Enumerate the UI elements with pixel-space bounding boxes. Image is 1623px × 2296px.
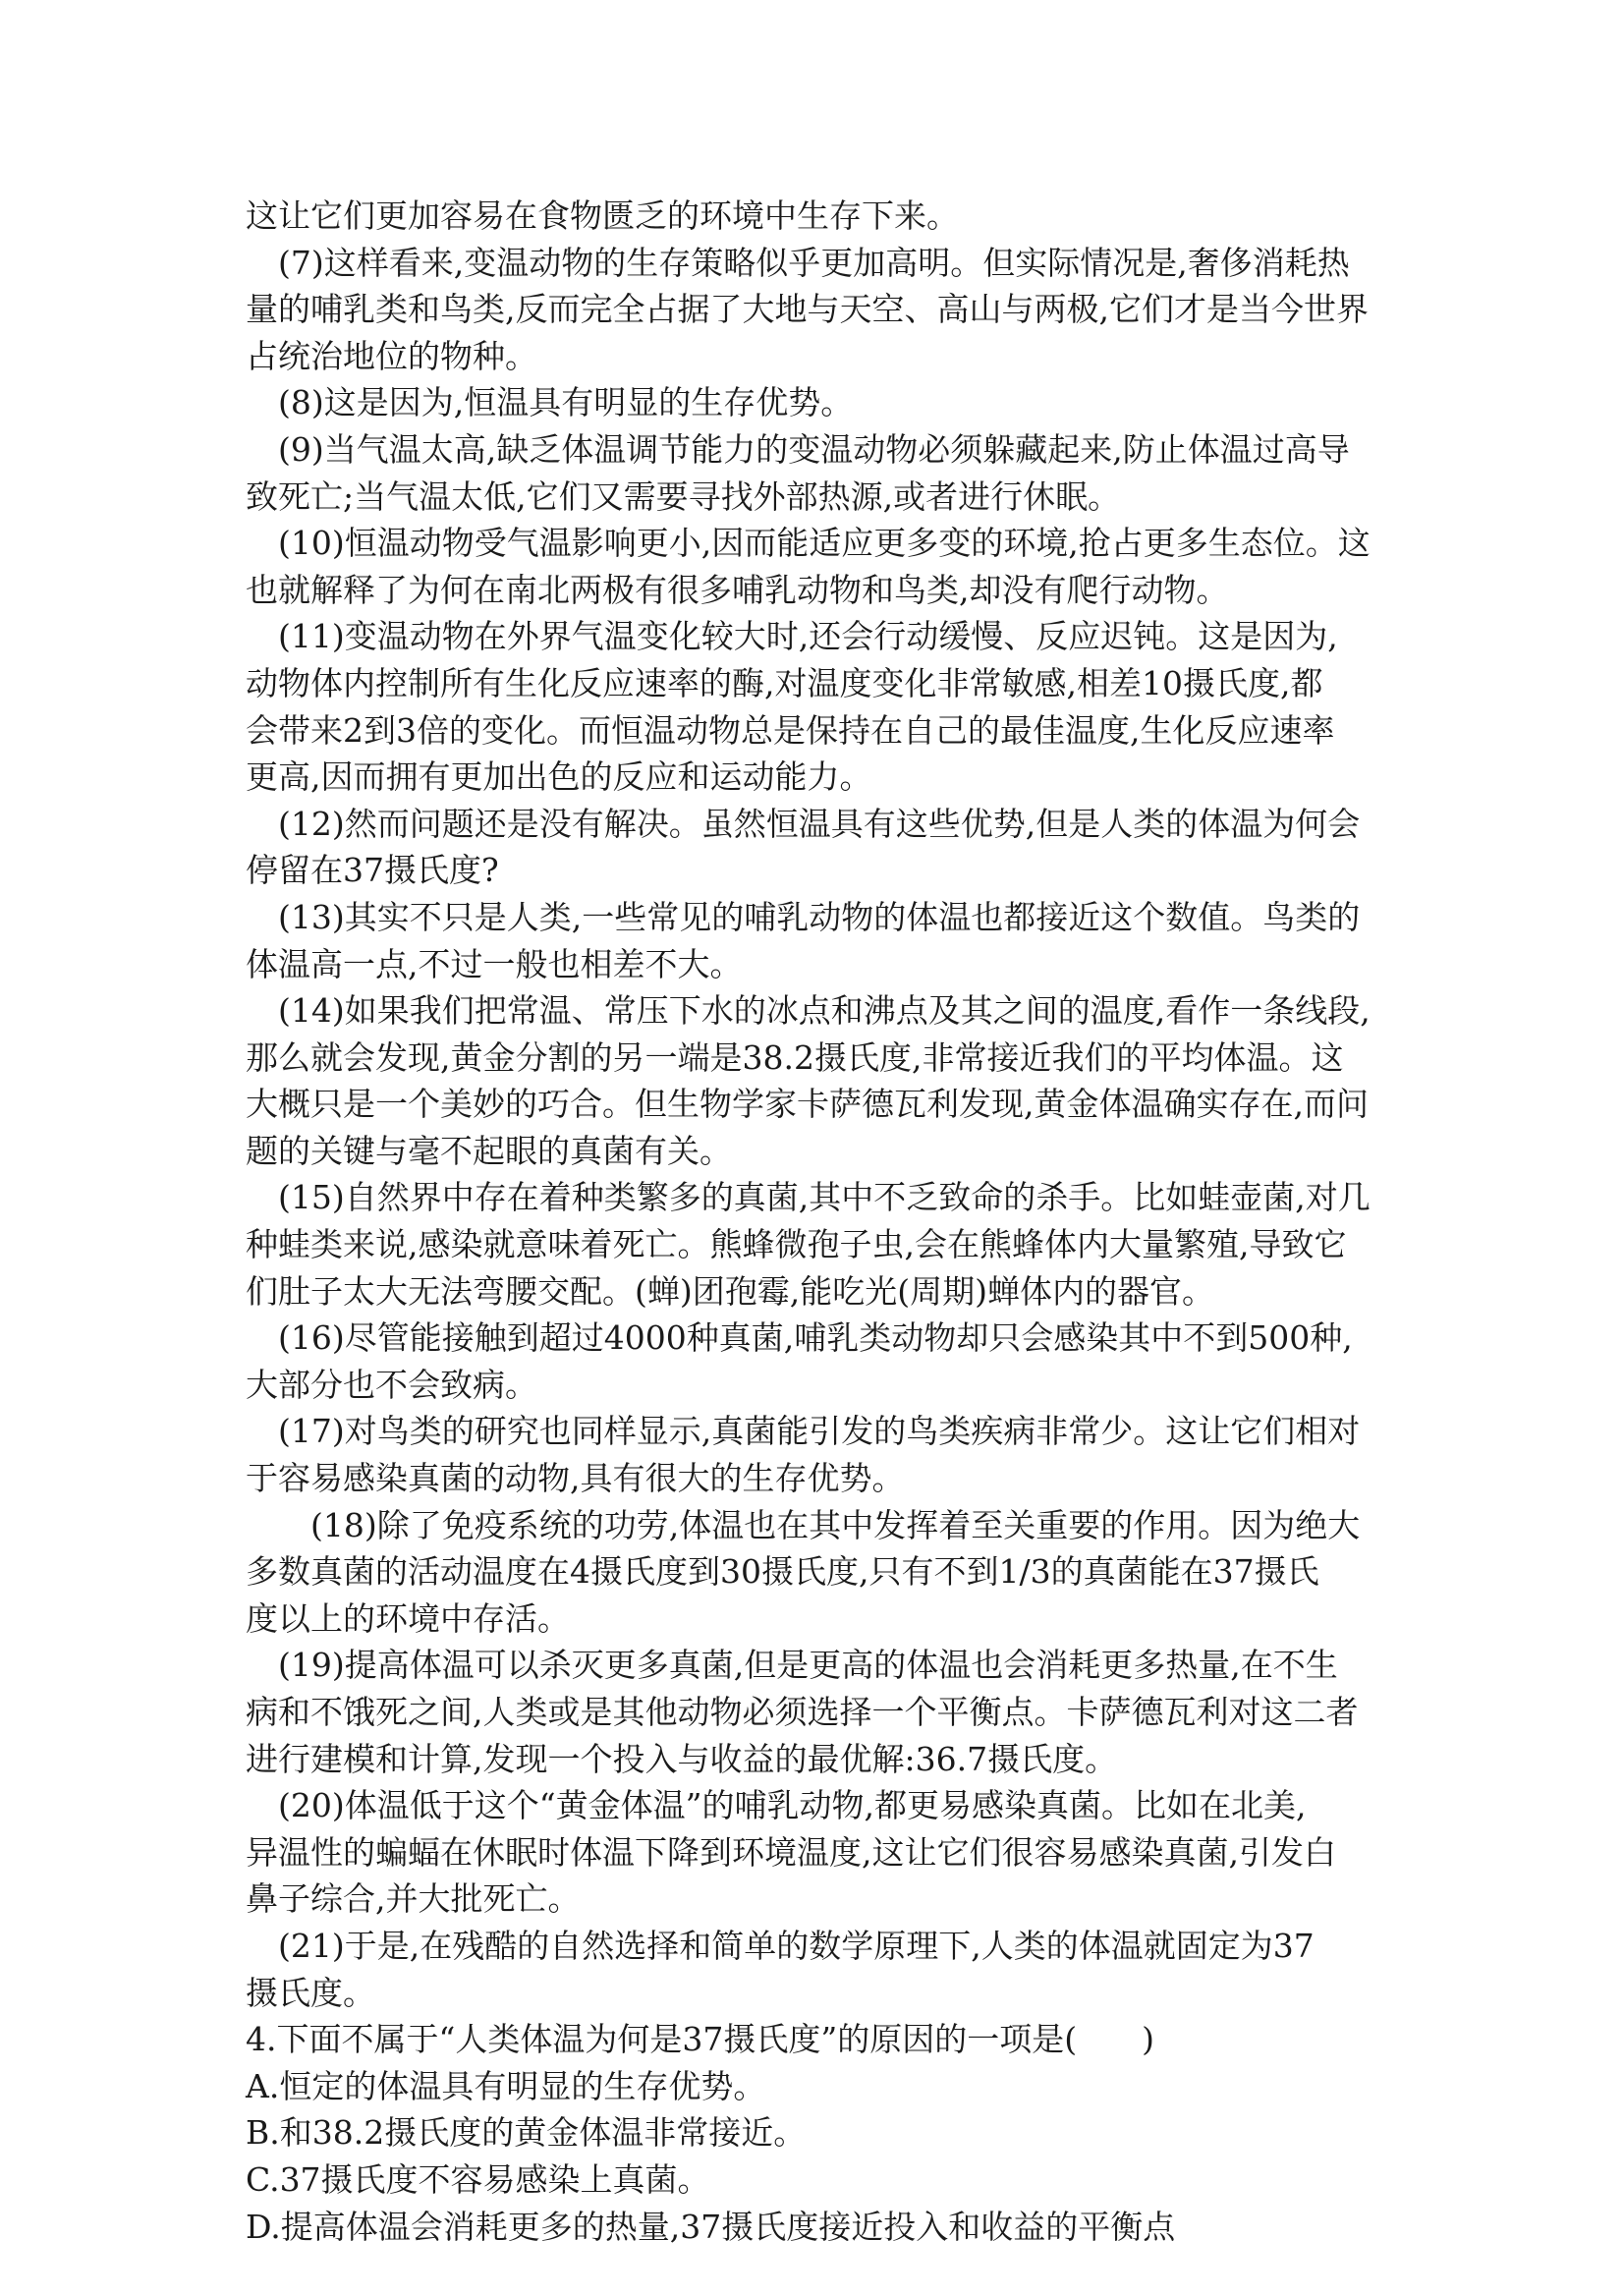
text-line: 于容易感染真菌的动物,具有很大的生存优势。 — [246, 1459, 905, 1498]
text-line: 多数真菌的活动温度在4摄氏度到30摄氏度,只有不到1/3的真菌能在37摄氏 — [246, 1552, 1319, 1592]
paragraph-21-line-1: (21)于是,在残酷的自然选择和简单的数学原理下,人类的体温就固定为37 — [278, 1926, 1315, 1965]
text-line: 摄氏度。 — [246, 1973, 375, 2012]
text-line: 种蛙类来说,感染就意味着死亡。熊蜂微孢子虫,会在熊蜂体内大量繁殖,导致它 — [246, 1225, 1347, 1264]
paragraph-9-line-1: (9)当气温太高,缺乏体温调节能力的变温动物必须躲藏起来,防止体温过高导 — [278, 429, 1350, 469]
text-line: 会带来2到3倍的变化。而恒温动物总是保持在自己的最佳温度,生化反应速率 — [246, 710, 1335, 750]
paragraph-15-line-1: (15)自然界中存在着种类繁多的真菌,其中不乏致命的杀手。比如蛙壶菌,对几 — [278, 1178, 1371, 1217]
text-line: 致死亡;当气温太低,它们又需要寻找外部热源,或者进行休眠。 — [246, 476, 1121, 516]
paragraph-10-line-1: (10)恒温动物受气温影响更小,因而能适应更多变的环境,抢占更多生态位。这 — [278, 524, 1371, 563]
option-c: C.37摄氏度不容易感染上真菌。 — [246, 2159, 710, 2199]
text-line: 异温性的蝙蝠在休眠时体温下降到环境温度,这让它们很容易感染真菌,引发白 — [246, 1832, 1336, 1872]
text-line: 大部分也不会致病。 — [246, 1365, 537, 1404]
text-line: 量的哺乳类和鸟类,反而完全占据了大地与天空、高山与两极,它们才是当今世界 — [246, 290, 1369, 329]
paragraph-11-line-1: (11)变温动物在外界气温变化较大时,还会行动缓慢、反应迟钝。这是因为, — [278, 617, 1338, 656]
text-line: 进行建模和计算,发现一个投入与收益的最优解:36.7摄氏度。 — [246, 1739, 1118, 1778]
text-line: 大概只是一个美妙的巧合。但生物学家卡萨德瓦利发现,黄金体温确实存在,而问 — [246, 1085, 1369, 1124]
text-line: 度以上的环境中存活。 — [246, 1598, 570, 1638]
paragraph-17-line-1: (17)对鸟类的研究也同样显示,真菌能引发的鸟类疾病非常少。这让它们相对 — [278, 1412, 1361, 1451]
paragraph-20-line-1: (20)体温低于这个“黄金体温”的哺乳动物,都更易感染真菌。比如在北美, — [278, 1786, 1307, 1825]
paragraph-8-line-1: (8)这是因为,恒温具有明显的生存优势。 — [278, 383, 854, 422]
text-line: 更高,因而拥有更加出色的反应和运动能力。 — [246, 757, 872, 797]
text-line: 也就解释了为何在南北两极有很多哺乳动物和鸟类,却没有爬行动物。 — [246, 570, 1229, 609]
paragraph-14-line-1: (14)如果我们把常温、常压下水的冰点和沸点及其之间的温度,看作一条线段, — [278, 991, 1371, 1031]
paragraph-12-line-1: (12)然而问题还是没有解决。虽然恒温具有这些优势,但是人类的体温为何会 — [278, 804, 1361, 843]
text-line: 体温高一点,不过一般也相差不大。 — [246, 944, 743, 983]
paragraph-16-line-1: (16)尽管能接触到超过4000种真菌,哺乳类动物却只会感染其中不到500种, — [278, 1318, 1353, 1358]
text-line: 题的关键与毫不起眼的真菌有关。 — [246, 1131, 732, 1170]
paragraph-13-line-1: (13)其实不只是人类,一些常见的哺乳动物的体温也都接近这个数值。鸟类的 — [278, 897, 1361, 936]
option-a: A.恒定的体温具有明显的生存优势。 — [246, 2066, 766, 2105]
text-line: 占统治地位的物种。 — [246, 336, 537, 375]
option-b: B.和38.2摄氏度的黄金体温非常接近。 — [246, 2113, 807, 2153]
text-line: 那么就会发现,黄金分割的另一端是38.2摄氏度,非常接近我们的平均体温。这 — [246, 1037, 1344, 1077]
paragraph-18-line-1: (18)除了免疫系统的功劳,体温也在其中发挥着至关重要的作用。因为绝大 — [310, 1505, 1361, 1544]
text-line: 停留在37摄氏度? — [246, 851, 499, 890]
text-line: 这让它们更加容易在食物匮乏的环境中生存下来。 — [246, 196, 959, 235]
text-line: 动物体内控制所有生化反应速率的酶,对温度变化非常敏感,相差10摄氏度,都 — [246, 663, 1323, 702]
paragraph-19-line-1: (19)提高体温可以杀灭更多真菌,但是更高的体温也会消耗更多热量,在不生 — [278, 1646, 1338, 1685]
document-page — [246, 193, 1371, 2250]
paragraph-7-line-1: (7)这样看来,变温动物的生存策略似乎更加高明。但实际情况是,奢侈消耗热 — [278, 243, 1350, 282]
option-d: D.提高体温会消耗更多的热量,37摄氏度接近投入和收益的平衡点 — [246, 2207, 1176, 2246]
question-4-stem: 4.下面不属于“人类体温为何是37摄氏度”的原因的一项是( ) — [246, 2020, 1154, 2059]
text-line: 病和不饿死之间,人类或是其他动物必须选择一个平衡点。卡萨德瓦利对这二者 — [246, 1693, 1359, 1731]
text-line: 们肚子太大无法弯腰交配。(蝉)团孢霉,能吃光(周期)蝉体内的器官。 — [246, 1271, 1214, 1311]
text-line: 鼻子综合,并大批死亡。 — [246, 1879, 581, 1919]
